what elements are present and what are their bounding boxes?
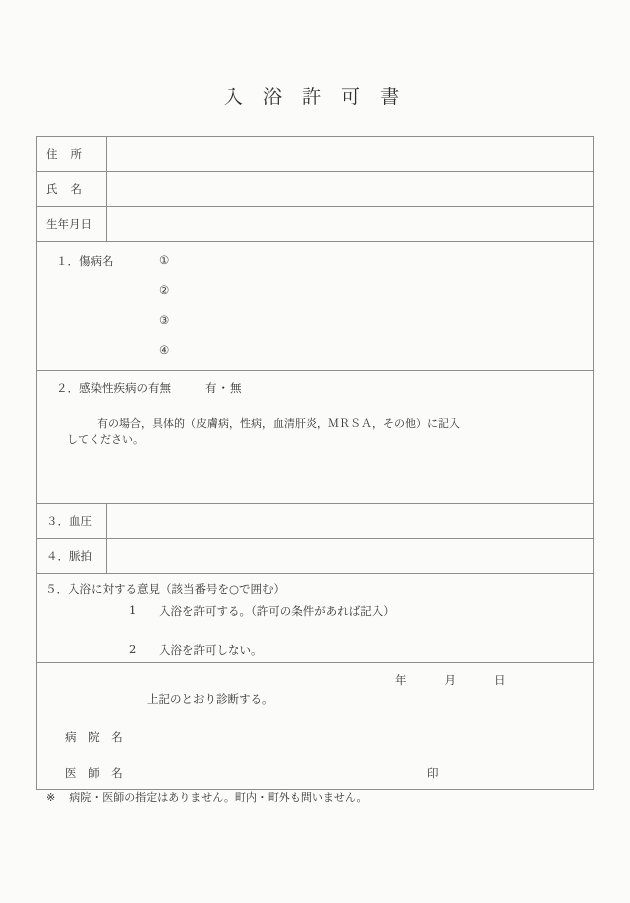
table-row-opinion — [37, 574, 594, 663]
label-address-part2: 所 — [70, 147, 95, 161]
table-row-infection — [37, 371, 594, 504]
section-infection-heading: ２．感染性疾病の有無 — [56, 381, 171, 395]
table-row-birthdate — [37, 207, 594, 242]
diagnosis-statement: 上記のとおり診断する。 — [147, 692, 274, 706]
label-bloodpressure — [37, 504, 107, 539]
permission-form-table — [36, 136, 594, 790]
section-illness-heading: １．傷病名 — [56, 254, 114, 268]
label-bloodpressure-text: ３．血圧 — [46, 514, 92, 528]
input-bloodpressure[interactable] — [107, 504, 594, 539]
input-pulse[interactable] — [107, 539, 594, 574]
opinion-option-1-number[interactable]: 1 — [129, 603, 137, 617]
opinion-option-2-label[interactable]: 入浴を許可しない。 — [159, 643, 263, 657]
label-name-part1: 氏 — [46, 182, 71, 196]
label-doctor-name[interactable]: 医 師 名 — [65, 766, 127, 780]
date-month-label: 月 — [444, 673, 456, 687]
label-pulse-text: ４．脈拍 — [46, 549, 92, 563]
footnote-marker-icon: ※ — [46, 791, 56, 804]
section-opinion — [37, 574, 594, 663]
input-name[interactable] — [107, 172, 594, 207]
table-row-pulse — [37, 539, 594, 574]
footnote-text: 病院・医師の指定はありません。町内・町外も問いません。 — [69, 791, 368, 804]
illness-item-2[interactable]: ② — [159, 283, 170, 297]
label-pulse — [37, 539, 107, 574]
opinion-option-2-number[interactable]: 2 — [129, 642, 137, 656]
page-title: 入 浴 許 可 書 — [223, 86, 407, 108]
input-birthdate[interactable] — [107, 207, 594, 242]
date-year-label: 年 — [395, 673, 407, 687]
illness-item-4[interactable]: ④ — [159, 343, 170, 357]
infection-detail-line1: 有の場合，具体的（皮膚病，性病，血清肝炎，ＭＲＳＡ，その他）に記入 — [97, 417, 460, 430]
table-row-signature — [37, 663, 594, 790]
section-signature — [37, 663, 594, 790]
table-row-illness — [37, 242, 594, 371]
label-birthdate-text: 生年月日 — [46, 217, 92, 231]
illness-item-3[interactable]: ③ — [159, 313, 170, 327]
label-address-part1: 住 — [46, 147, 71, 161]
input-address[interactable] — [107, 137, 594, 172]
label-address — [37, 137, 107, 172]
date-day-label: 日 — [494, 673, 506, 687]
infection-choice-yesno[interactable]: 有・無 — [205, 381, 243, 395]
seal-stamp-label[interactable]: 印 — [427, 766, 439, 780]
section-opinion-heading: ５．入浴に対する意見（該当番号を○で囲む） — [45, 582, 286, 596]
label-name-part2: 名 — [70, 182, 95, 196]
table-row-name — [37, 172, 594, 207]
label-birthdate — [37, 207, 107, 242]
label-name — [37, 172, 107, 207]
signature-date-line[interactable] — [395, 672, 506, 688]
opinion-option-1-label[interactable]: 入浴を許可する。（許可の条件があれば記入） — [159, 604, 395, 618]
infection-detail-note — [67, 416, 567, 448]
infection-detail-line2: してください。 — [67, 433, 144, 446]
table-row-bloodpressure — [37, 504, 594, 539]
label-hospital-name[interactable]: 病 院 名 — [65, 730, 127, 744]
section-illness — [37, 242, 594, 371]
section-infection — [37, 371, 594, 504]
table-row-address — [37, 137, 594, 172]
illness-item-1[interactable]: ① — [159, 253, 170, 267]
footnote — [46, 789, 368, 805]
